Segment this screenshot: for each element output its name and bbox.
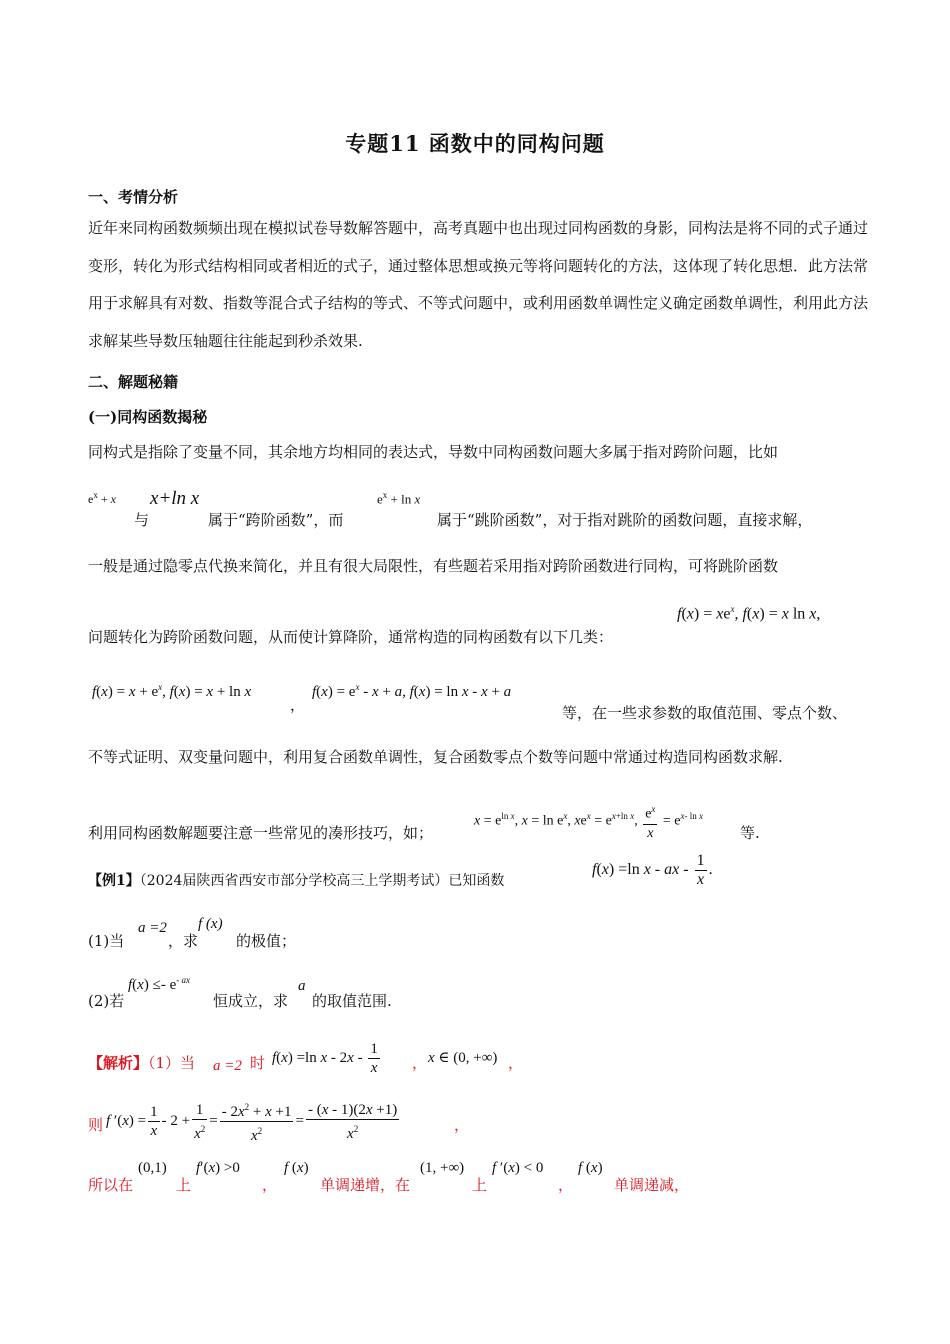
formula-x-plus-ex: $f(x) = x + e^x$, f(x) = x + ln x	[92, 682, 252, 700]
solution-interval-2: (1, +∞)	[420, 1160, 465, 1176]
solution-shang-1: 上	[176, 1176, 192, 1194]
line7-end: 等.	[740, 824, 760, 842]
line5-comma: ，	[290, 696, 306, 714]
example-source: （2024届陕西省西安市部分学校高三上学期考试）已知函数	[139, 873, 505, 889]
solution-fx-2: f (x)	[284, 1160, 309, 1176]
sub-heading-isomorphic: (一)同构函数揭秘	[88, 408, 208, 426]
solution-line2-end: ，	[454, 1116, 470, 1134]
example-line	[88, 870, 504, 890]
solution-fx-3: f (x)	[578, 1160, 603, 1176]
formula-tricks: $x = e^{ln x}$, $x = \ln e^x$, $xe^x = e^{x+ln x}$, $\frac{e^x}{x}$ = $e^{x- ln x}$	[474, 800, 703, 843]
intro-line-7: 利用同构函数解题要注意一些常见的凑形技巧，如；	[88, 824, 434, 842]
q1-condition: a =2	[138, 920, 167, 936]
solution-comma-2: ，	[508, 1054, 524, 1072]
q2-a: a	[298, 978, 306, 994]
formula-x-plus-lnx: x+ln x	[150, 488, 200, 509]
intro-line-3: 一般是通过隐零点代换来简化，并且有很大局限性，有些题若采用指对跨阶函数进行同构，可将跳阶函数	[88, 557, 779, 575]
text-tiaojie: 属于“跳阶函数”，对于指对跳阶的函数问题，直接求解，	[437, 511, 813, 529]
solution-comma-3: ，	[262, 1176, 278, 1194]
solution-line3-a: 所以在	[88, 1176, 134, 1194]
solution-derivative: f ′(x) = $\frac{1}{x}$ - 2 + $\frac{1}{x^2}$ = $\frac{- 2x^2 + x +1}{x^2}$ = $\frac{- (x - 1)(2x +1)}{x^2}$	[106, 1098, 401, 1145]
solution-condition: a =2	[213, 1058, 242, 1074]
solution-domain: x ∈ (0, +∞)	[428, 1050, 498, 1066]
q1-mid: ，求	[168, 932, 199, 950]
solution-ineq-2: f ′(x) < 0	[492, 1160, 544, 1176]
solution-comma-1: ，	[412, 1054, 428, 1072]
example-function: f(x) =ln x - ax - $\frac{1}{x}$ .	[592, 852, 713, 888]
intro-line-6: 不等式证明、双变量问题中，利用复合函数单调性，复合函数零点个数等问题中常通过构造同构函数求解.	[88, 748, 783, 766]
page-title: 专题11 函数中的同构问题	[345, 131, 605, 156]
intro-line-5: 等，在一些求参数的取值范围、零点个数、	[562, 704, 848, 722]
q2-prefix: (2)若	[88, 992, 125, 1010]
intro-line-1: 同构式是指除了变量不同，其余地方均相同的表达式，导数中同构函数问题大多属于指对跨阶问题，比如	[88, 443, 779, 461]
solution-interval-1: (0,1)	[138, 1160, 167, 1176]
solution-label: 【解析】	[88, 1054, 149, 1072]
q1-fx: f (x)	[198, 916, 223, 932]
q2-condition: $f(x) \le- e^{- ax}$	[128, 975, 190, 993]
solution-when: 时	[250, 1054, 266, 1072]
q2-mid: 恒成立，求	[213, 992, 289, 1010]
q2-end: 的取值范围.	[312, 992, 392, 1010]
solution-ineq-1: f′(x) >0	[196, 1160, 240, 1176]
example-label: 【例1】	[88, 873, 140, 889]
q1-end: 的极值；	[236, 932, 297, 950]
connector-and: 与	[134, 511, 150, 529]
intro-line-4: 问题转化为跨阶函数问题，从而使计算降阶，通常构造的同构函数有以下几类：	[88, 628, 614, 646]
section-heading-secrets: 二、解题秘籍	[88, 373, 179, 391]
formula-ex-minus-x: $f(x) = e^x - x + a$, f(x) = ln x - x + a	[312, 682, 512, 700]
q1-prefix: (1)当	[88, 932, 125, 950]
solution-line-1	[88, 1052, 195, 1073]
formula-ex-plus-x: $e^x + x$	[88, 490, 116, 506]
analysis-paragraph: 近年来同构函数频频出现在模拟试卷导数解答题中，高考真题中也出现过同构函数的身影，同构法是将不同的式子通过变形，转化为形式结构相同或者相近的式子，通过整体思想或换元等将问题转化的方法，这体现了转化思想．此方法常用于求解具有对数、指数等混合式子结构的等式、不等式问题中，或利用函数单调性定义确定函数单调性，利用此方法求解某些导数压轴题往往能起到秒杀效果.	[88, 219, 869, 350]
solution-shang-2: 上	[472, 1176, 488, 1194]
solution-comma-4: ，	[558, 1176, 574, 1194]
solution-decrease: 单调递减，	[614, 1176, 690, 1194]
solution-line2-prefix: 则	[88, 1116, 104, 1134]
solution-function: f(x) =ln x - 2x - $\frac{1}{x}$	[272, 1041, 378, 1076]
text-kuajie: 属于“跨阶函数”，而	[208, 511, 344, 529]
solution-part1: （1）当	[148, 1054, 196, 1072]
formula-ex-plus-lnx: $e^x + \ln x$	[377, 490, 421, 507]
section-heading-analysis: 一、考情分析	[88, 188, 179, 206]
formula-xex-xlnx: $f(x) = xe^x$, f(x) = x ln x,	[677, 604, 821, 623]
solution-increase: 单调递增，在	[320, 1176, 411, 1194]
